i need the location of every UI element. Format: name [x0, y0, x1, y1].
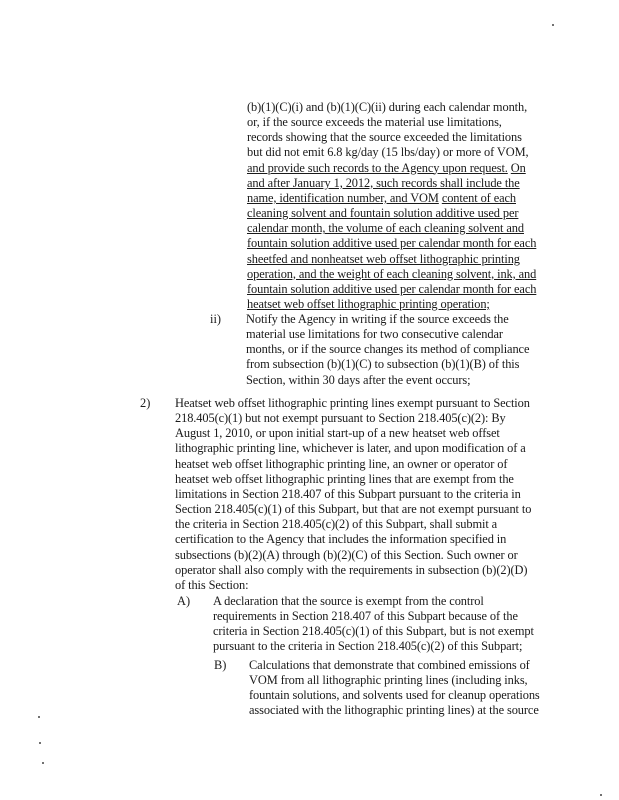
text-line [247, 145, 529, 159]
scan-speck [600, 794, 602, 796]
text-line [246, 327, 503, 341]
underlined-text: sheetfed and nonheatset web offset lithographic printing [247, 251, 520, 266]
text-line [247, 130, 522, 144]
item-2-label: 2) [140, 396, 151, 410]
text-run: Section 218.405(c)(1) of this Subpart, but that are not exempt pursuant to [175, 502, 532, 517]
text-line [175, 502, 531, 516]
text-run: heatset web offset lithographic printing lines that are exempt from the [175, 471, 514, 486]
text-run: records showing that the source exceeded the limitations [247, 130, 522, 145]
text-line [246, 373, 470, 387]
text-run: pursuant to the criteria in Section 218.405(c)(2) of this Subpart; [213, 639, 523, 654]
text-run: Calculations that demonstrate that combined emissions of [249, 658, 530, 672]
text-line [175, 441, 526, 455]
text-line [247, 221, 524, 235]
underlined-text: content of each [441, 190, 516, 205]
text-run: the criteria in Section 218.405(c)(2) of this Subpart, shall submit a [175, 517, 498, 532]
underlined-text: name, identification number, and VOM [247, 190, 439, 205]
text-line [175, 426, 500, 440]
text-run: criteria in Section 218.405(c)(1) of this Subpart, but is not exempt [213, 624, 534, 639]
text-run: or, if the source exceeds the material use limitations, [247, 115, 502, 130]
text-line [246, 312, 509, 326]
text-run: but did not emit 6.8 kg/day (15 lbs/day) or more of VOM, [247, 145, 529, 160]
text-line [175, 563, 527, 577]
text-run: certification to the Agency that includes the information specified in [175, 532, 507, 547]
underlined-text: fountain solution additive used per calendar month for each [247, 236, 537, 251]
text-line [247, 161, 526, 175]
text-line [249, 703, 539, 717]
item-ii-label: ii) [210, 312, 222, 326]
underlined-text: and provide such records to the Agency upon request. [247, 160, 508, 175]
text-run: operator shall also comply with the requirements in subsection (b)(2)(D) [175, 562, 528, 577]
text-line [247, 100, 527, 114]
text-line [213, 609, 518, 623]
underlined-text: On [510, 160, 526, 175]
text-line [249, 688, 540, 702]
text-line [213, 639, 522, 653]
text-line [213, 594, 484, 608]
text-line [247, 252, 520, 266]
underlined-text: heatset web offset lithographic printing operation; [247, 296, 490, 311]
text-line [247, 176, 520, 190]
text-run: Notify the Agency in writing if the source exceeds the [246, 312, 509, 326]
scan-speck [552, 24, 554, 26]
text-line [175, 396, 530, 410]
text-line [175, 548, 518, 562]
text-line [175, 532, 506, 546]
item-b-label: B) [214, 658, 227, 672]
text-line [249, 658, 530, 672]
text-line [175, 517, 497, 531]
text-line [247, 206, 518, 220]
text-line [246, 342, 529, 356]
text-line [247, 267, 536, 281]
text-run: fountain solutions, and solvents used for cleanup operations [249, 688, 540, 703]
text-line [247, 236, 536, 250]
text-run: material use limitations for two consecutive calendar [246, 327, 503, 342]
text-line [175, 411, 506, 425]
text-run: from subsection (b)(1)(C) to subsection (b)(1)(B) of this [246, 357, 520, 372]
text-run: A declaration that the source is exempt from the control [213, 594, 484, 608]
text-line [175, 578, 248, 592]
text-run: requirements in Section 218.407 of this Subpart because of the [213, 609, 518, 624]
text-line [247, 191, 516, 205]
text-run: limitations in Section 218.407 of this Subpart pursuant to the criteria in [175, 486, 521, 501]
underlined-text: cleaning solvent and fountain solution additive used per [247, 206, 519, 221]
text-run: 218.405(c)(1) but not exempt pursuant to Section 218.405(c)(2): By [175, 411, 506, 426]
text-run: associated with the lithographic printing lines) at the source [249, 703, 539, 718]
text-run: lithographic printing line, whichever is later, and upon modification of a [175, 441, 526, 456]
underlined-text: and after January 1, 2012, such records shall include the [247, 175, 520, 190]
text-run: Section, within 30 days after the event occurs; [246, 372, 471, 387]
text-line [246, 357, 519, 371]
text-line [247, 115, 502, 129]
text-run: heatset web offset lithographic printing line, an owner or operator of [175, 456, 508, 471]
underlined-text: fountain solution additive used per calendar month for each [247, 281, 537, 296]
text-line [247, 297, 490, 311]
text-line [247, 282, 536, 296]
text-run: August 1, 2010, or upon initial start-up of a new heatset web offset [175, 426, 500, 441]
text-run: of this Section: [175, 577, 249, 592]
underlined-text: operation, and the weight of each cleaning solvent, ink, and [247, 266, 537, 281]
text-run: VOM from all lithographic printing lines (including inks, [249, 673, 528, 688]
text-line [175, 487, 521, 501]
text-run: subsections (b)(2)(A) through (b)(2)(C) of this Section. Such owner or [175, 547, 518, 562]
text-run: months, or if the source changes its method of compliance [246, 342, 530, 357]
underlined-text: calendar month, the volume of each cleaning solvent and [247, 221, 524, 236]
text-line [249, 673, 528, 687]
text-run: (b)(1)(C)(i) and (b)(1)(C)(ii) during each calendar month, [247, 100, 528, 114]
scan-speck [38, 716, 40, 718]
scan-speck [42, 762, 44, 764]
text-line [175, 457, 507, 471]
text-run: Heatset web offset lithographic printing lines exempt pursuant to Section [175, 396, 530, 410]
item-a-label: A) [177, 594, 191, 608]
text-line [213, 624, 534, 638]
scan-speck [39, 742, 41, 744]
text-line [175, 472, 514, 486]
